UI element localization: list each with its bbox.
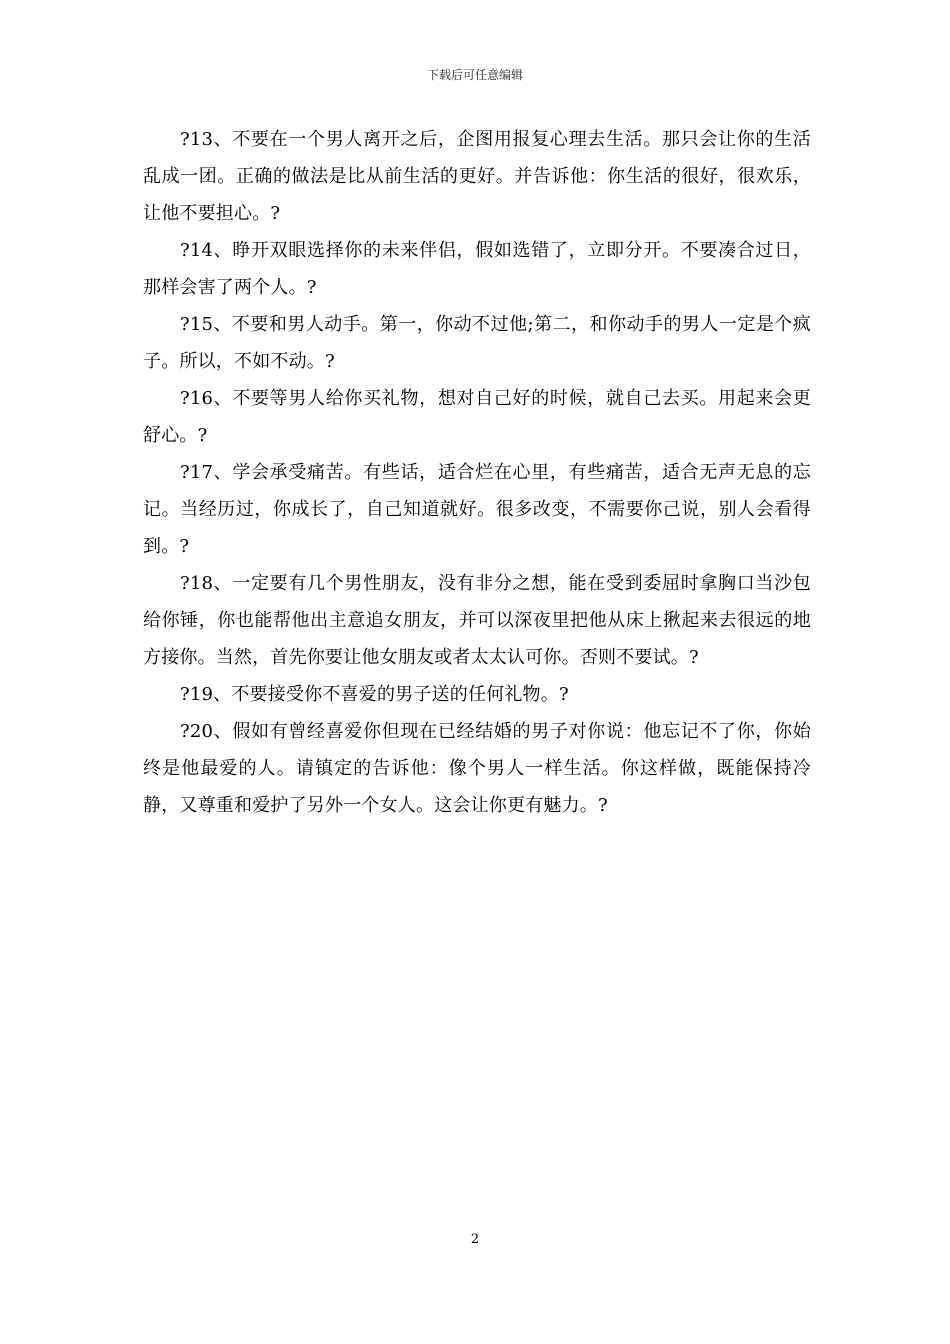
page-number: 2 [470, 1232, 480, 1247]
paragraph-17: ?17、学会承受痛苦。有些话，适合烂在心里，有些痛苦，适合无声无息的忘记。当经历过，你成长了，自己知道就好。很多改变，不需要你己说，别人会看得到。? [143, 462, 811, 557]
paragraph-15: ?15、不要和男人动手。第一，你动不过他;第二，和你动手的男人一定是个疯子。所以，不如不动。? [143, 314, 811, 372]
paragraph-18: ?18、一定要有几个男性朋友，没有非分之想，能在受到委屈时拿胸口当沙包给你锤，你也能帮他出主意追女朋友，并可以深夜里把他从床上揪起来去很远的地方接你。当然，首先你要让他女朋友或者太太认可你。否则不要试。? [143, 573, 811, 668]
paragraph-13: ?13、不要在一个男人离开之后，企图用报复心理去生活。那只会让你的生活乱成一团。正确的做法是比从前生活的更好。并告诉他：你生活的很好，很欢乐，让他不要担心。? [143, 129, 811, 224]
paragraph-14: ?14、睁开双眼选择你的未来伴侣，假如选错了，立即分开。不要凑合过日，那样会害了两个人。? [143, 240, 811, 298]
paragraph-19: ?19、不要接受你不喜爱的男子送的任何礼物。? [180, 684, 569, 705]
header-note: 下载后可任意编辑 [426, 68, 523, 82]
paragraph-16: ?16、不要等男人给你买礼物，想对自己好的时候，就自己去买。用起来会更舒心。? [143, 388, 811, 446]
document-body [143, 121, 811, 824]
paragraph-20: ?20、假如有曾经喜爱你但现在已经结婚的男子对你说：他忘记不了你，你始终是他最爱的人。请镇定的告诉他：像个男人一样生活。你这样做，既能保持冷静，又尊重和爱护了另外一个女人。这会让你更有魅力。? [143, 721, 811, 816]
